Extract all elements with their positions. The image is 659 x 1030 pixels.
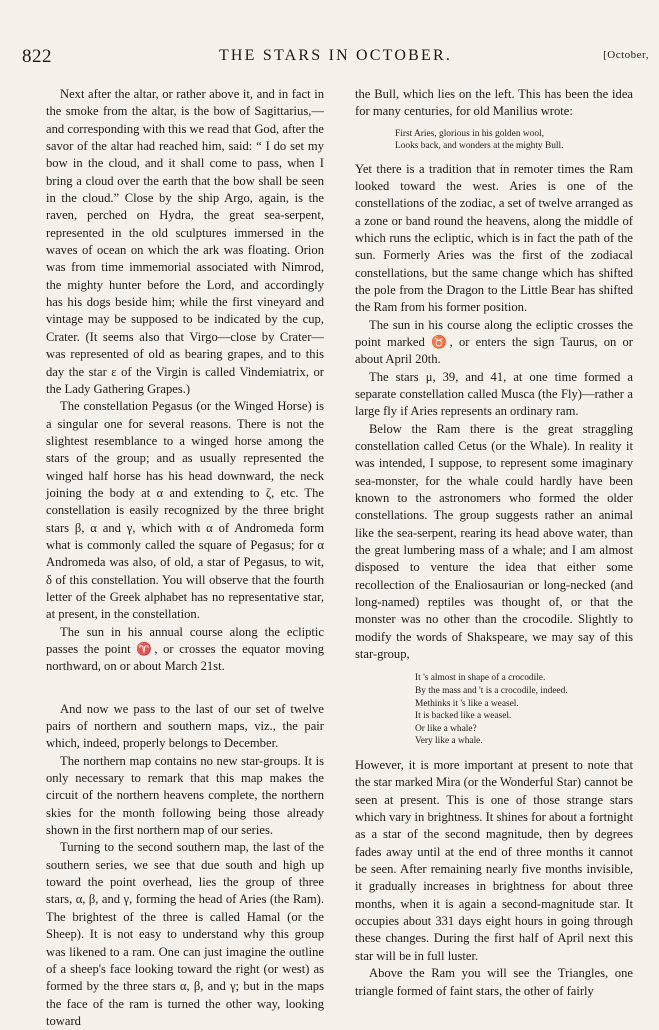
paragraph-musca: The stars μ, 39, and 41, at one time formed a separate constellation called Musca (the Fly)—rather a large fly if Aries represents an ordinary ram. <box>355 369 633 419</box>
quote-line: It 's almost in shape of a crocodile. <box>415 673 546 684</box>
paragraph-sun-march: The sun in his annual course along the ecliptic passes the point ♈, or crosses the equator moving northward, on or about March 21st. <box>46 624 324 674</box>
paragraph-northern-map: The northern map contains no new star-groups. It is only necessary to remark that this map makes the circuit of the northern heavens complete, the northern skies for the month following being those already shown in the first northern map of our series. <box>46 753 324 838</box>
running-month: [October, <box>603 49 649 61</box>
paragraph-mira: However, it is more important at present to note that the star marked Mira (or the Wonderful Star) cannot be seen at present. This is one of those strange stars which vary in brightness. It shines for about a fortnight as a star of the second magnitude, then by degrees fades away until at the end of three months it cannot be seen. After remaining nearly five months invisible, it gradually increases in brightness for about three months, when it is again a second-magnitude star. It occupies about 331 days eight hours in going through these changes. During the first half of April next this star will be in full luster. <box>355 758 633 963</box>
quote-line: By the mass and 't is a crocodile, indeed. <box>415 686 568 697</box>
manilius-quote <box>355 128 633 153</box>
section-gap <box>46 676 324 701</box>
paragraph-southern-map: Turning to the second southern map, the last of the southern series, we see that due south and high up toward the point overhead, lies the group of three stars, α, β, and γ, forming the head of Aries (the Ram). The brightest of the three is called Hamal (or the Sheep). It is not easy to understand why this group was likened to a ram. One can just imagine the outline of a sheep's face looking toward the right (or west) as formed by the three stars α, β, and γ; but in the maps the face of the ram is turned the other way, looking toward <box>46 840 324 1028</box>
paragraph-sun-april: The sun in his course along the ecliptic crosses the point marked ♉, or enters the sign Taurus, on or about April 20th. <box>355 317 633 367</box>
paragraph-altar-bow: Next after the altar, or rather above it, and in fact in the smoke from the altar, is the bow of Sagittarius,—and corresponding with this we read that God, after the savor of the altar had reached him, said: “ I do set my bow in the cloud, and it shall come to pass, when I bring a cloud over the earth that the bow shall be seen in the cloud.” Close by the ship Argo, again, is the raven, perched on Hydra, the great sea-serpent, represented in the old sculptures immersed in the waves of ocean on which the ark was floating. Orion was from time immemorial associated with Nimrod, the mighty hunter before the Lord, and accordingly has his dogs beside him; while the first vineyard and vintage may be supposed to be indicated by the cup, Crater. (It seems also that Virgo—close by Crater—was represented of old as bearing grapes, and to this day the star ε of the Virgin is called Vindemiatrix, or the Lady Gathering Grapes.) <box>46 87 324 396</box>
paragraph-triangles: Above the Ram you will see the Triangles, one triangle formed of faint stars, the other of fairly <box>355 966 633 998</box>
right-column <box>355 86 633 1000</box>
quote-line: Very like a whale. <box>415 736 483 747</box>
quote-line: Methinks it 's like a weasel. <box>415 698 519 709</box>
paragraph-last-maps: And now we pass to the last of our set of twelve pairs of northern and southern maps, viz., the pair which, indeed, properly belongs to December. <box>46 701 324 751</box>
quote-line: Looks back, and wonders at the mighty Bull. <box>395 141 564 152</box>
paragraph-bull: the Bull, which lies on the left. This has been the idea for many centuries, for old Manilius wrote: <box>355 87 633 119</box>
quote-line: Or like a whale? <box>415 723 477 734</box>
paragraph-cetus: Below the Ram there is the great straggling constellation called Cetus (or the Whale). In reality it was intended, I suppose, to represent some imaginary sea-monster, for the whale could hardly have been known to the astronomers who formed the older constellations. The group suggests rather an animal like the sea-serpent, rearing its head above water, than the great lumbering mass of a whale; and I am almost disposed to venture the idea that either some recollection of the Enaliosaurian or long-necked (and long-named) reptiles was thought of, or that the monster was no other than the crocodile. Slightly to modify the words of Shakspeare, we may say of this star-group, <box>355 421 633 662</box>
paragraph-ram-west: Yet there is a tradition that in remoter times the Ram looked toward the west. Aries is one of the constellations of the zodiac, a set of twelve arranged as a zone or band round the heavens, along the middle of which runs the ecliptic, which is in fact the path of the sun. Formerly Aries was the first of the zodiacal constellations, but the same change which has shifted the pole from the Dragon to the Little Bear has shifted the Ram from his former position. <box>355 161 633 315</box>
paragraph-pegasus: The constellation Pegasus (or the Winged Horse) is a singular one for several reasons. There is not the slightest resemblance to a winged horse among the stars of the group; and as usually represented the winged half horse has his head downward, the neck joining the body at α and extending to ζ, etc. The constellation is easily recognized by the three bright stars β, α and γ, which with α of Andromeda form what is commonly called the square of Pegasus; for α Andromeda was also, of old, a star of Pegasus, to wit, δ of this constellation. You will observe that the fourth letter of the Greek alphabet has no representative star, at present, in the constellation. <box>46 399 324 622</box>
quote-line: First Aries, glorious in his golden wool, <box>395 128 544 139</box>
running-title: THE STARS IN OCTOBER. <box>218 47 453 64</box>
page-number: 822 <box>22 46 52 67</box>
quote-line: It is backed like a weasel. <box>415 711 512 722</box>
left-column <box>46 86 324 1030</box>
page-header <box>22 46 649 70</box>
shakspeare-quote <box>355 672 633 748</box>
